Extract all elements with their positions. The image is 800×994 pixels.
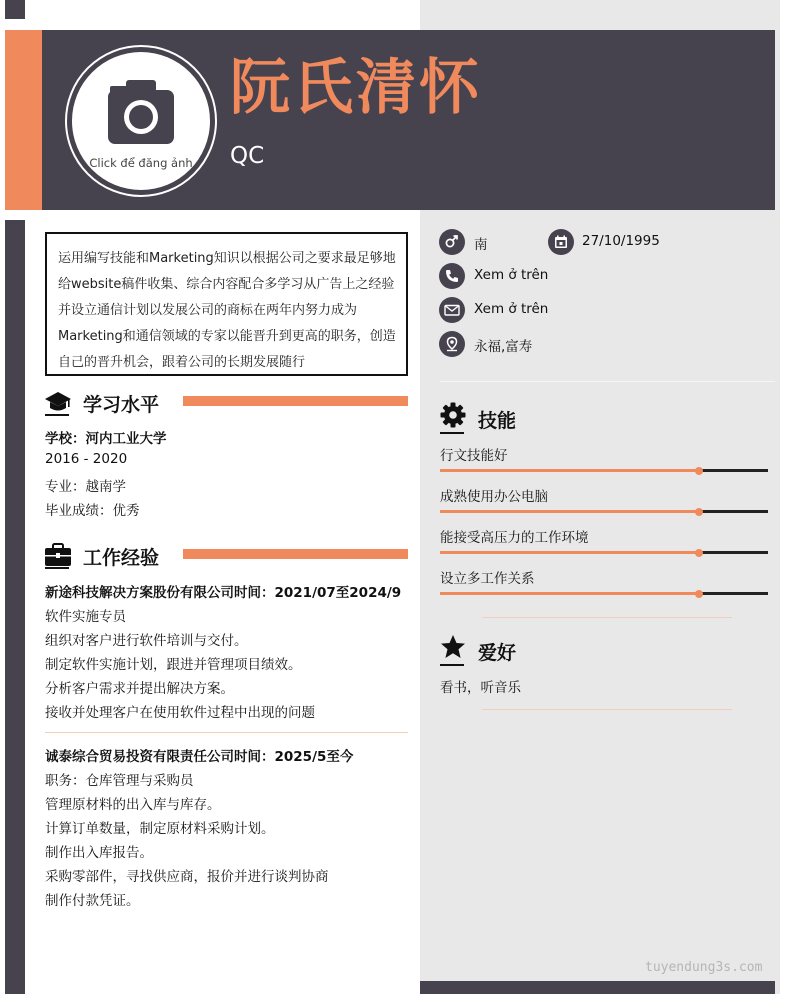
education-school: 学校：河内工业大学 xyxy=(45,431,167,447)
gender-value: 南 xyxy=(474,237,488,253)
section-accent-bar xyxy=(183,549,408,559)
camera-icon xyxy=(106,78,176,148)
watermark: tuyendung3s.com xyxy=(645,960,763,975)
header xyxy=(5,30,775,210)
job-title: QC xyxy=(230,143,265,169)
skill-level-dot xyxy=(695,590,703,598)
skill-fill xyxy=(440,592,699,595)
graduation-cap-icon xyxy=(45,390,71,412)
skill-bar xyxy=(440,592,768,595)
skills-divider xyxy=(482,617,732,618)
avatar-upload[interactable] xyxy=(72,52,210,190)
job-detail: 管理原材料的出入库与库存。 xyxy=(45,797,221,813)
phone-icon xyxy=(444,268,460,284)
career-objective: 运用编写技能和Marketing知识以根据公司之要求最足够地给website稿件收集、综合内容配合多学习从广告上之经验并设立通信计划以发展公司的商标在两年内努力成为Marketing和通信领域的专家以能晋升到更高的职务，创造自己的晋升机会，跟着公司的长期发展随行 xyxy=(45,232,408,376)
hobbies-text: 看书，听音乐 xyxy=(440,680,521,696)
avatar-ring xyxy=(65,45,217,197)
phone-value: Xem ở trên xyxy=(474,267,549,283)
email-value: Xem ở trên xyxy=(474,301,549,317)
skill-level-dot xyxy=(695,549,703,557)
section-underline xyxy=(440,432,464,434)
experience-section-header xyxy=(45,541,408,571)
skill-bar xyxy=(440,551,768,554)
job-detail: 软件实施专员 xyxy=(45,609,126,625)
star-icon xyxy=(440,634,466,660)
location-pin-icon xyxy=(444,336,460,352)
gender-icon-badge xyxy=(439,229,465,255)
job-detail: 接收并处理客户在使用软件过程中出现的问题 xyxy=(45,705,315,721)
skill-name: 设立多工作关系 xyxy=(440,571,535,587)
skill-bar xyxy=(440,469,768,472)
hobbies-divider xyxy=(482,709,732,710)
decor-bar-left xyxy=(5,220,25,994)
section-underline xyxy=(440,664,464,666)
section-underline xyxy=(45,414,69,416)
job-detail: 制定软件实施计划，跟进并管理项目绩效。 xyxy=(45,657,302,673)
education-title: 学习水平 xyxy=(83,394,160,416)
job-detail: 分析客户需求并提出解决方案。 xyxy=(45,681,234,697)
decor-bar-top xyxy=(5,0,25,19)
email-icon-badge xyxy=(439,297,465,323)
header-accent xyxy=(5,30,42,210)
skill-name: 行文技能好 xyxy=(440,448,508,464)
address-value: 永福,富寿 xyxy=(474,339,533,355)
phone-icon-badge xyxy=(439,263,465,289)
job-heading: 诚泰综合贸易投资有限责任公司时间：2025/5至今 xyxy=(45,749,354,765)
job-detail: 制作付款凭证。 xyxy=(45,893,140,909)
skill-name: 能接受高压力的工作环境 xyxy=(440,530,589,546)
skill-level-dot xyxy=(695,508,703,516)
section-underline xyxy=(45,567,69,569)
skill-fill xyxy=(440,551,699,554)
envelope-icon xyxy=(444,302,460,318)
candidate-name: 阮氏清怀 xyxy=(230,53,482,123)
job-detail: 采购零部件，寻找供应商，报价并进行谈判协商 xyxy=(45,869,329,885)
contact-divider xyxy=(440,381,775,382)
decor-bar-bottom xyxy=(420,981,775,994)
skill-name: 成熟使用办公电脑 xyxy=(440,489,548,505)
calendar-icon-badge xyxy=(548,229,574,255)
job-divider xyxy=(45,732,408,733)
gender-icon xyxy=(444,234,460,250)
job-detail: 制作出入库报告。 xyxy=(45,845,153,861)
address-icon-badge xyxy=(439,331,465,357)
birthdate-value: 27/10/1995 xyxy=(582,233,660,249)
skills-title: 技能 xyxy=(478,410,517,432)
education-major: 专业：越南学 xyxy=(45,479,126,495)
education-years: 2016 - 2020 xyxy=(45,451,128,467)
job-detail: 职务：仓库管理与采购员 xyxy=(45,773,194,789)
hobbies-title: 爱好 xyxy=(478,642,517,664)
skill-fill xyxy=(440,469,699,472)
skill-fill xyxy=(440,510,699,513)
skills-section-header xyxy=(440,402,640,434)
hobbies-section-header xyxy=(440,634,640,666)
education-section-header xyxy=(45,388,408,418)
skill-bar xyxy=(440,510,768,513)
gear-icon xyxy=(440,402,466,428)
briefcase-icon xyxy=(45,543,71,567)
job-heading: 新途科技解决方案股份有限公司时间：2021/07至2024/9 xyxy=(45,585,402,601)
calendar-icon xyxy=(553,234,569,250)
section-accent-bar xyxy=(183,396,408,406)
experience-title: 工作经验 xyxy=(83,547,160,569)
job-detail: 计算订单数量，制定原材料采购计划。 xyxy=(45,821,275,837)
avatar-upload-label: Click để đăng ảnh xyxy=(89,156,193,170)
education-grade: 毕业成绩：优秀 xyxy=(45,503,140,519)
job-detail: 组织对客户进行软件培训与交付。 xyxy=(45,633,248,649)
skill-level-dot xyxy=(695,467,703,475)
